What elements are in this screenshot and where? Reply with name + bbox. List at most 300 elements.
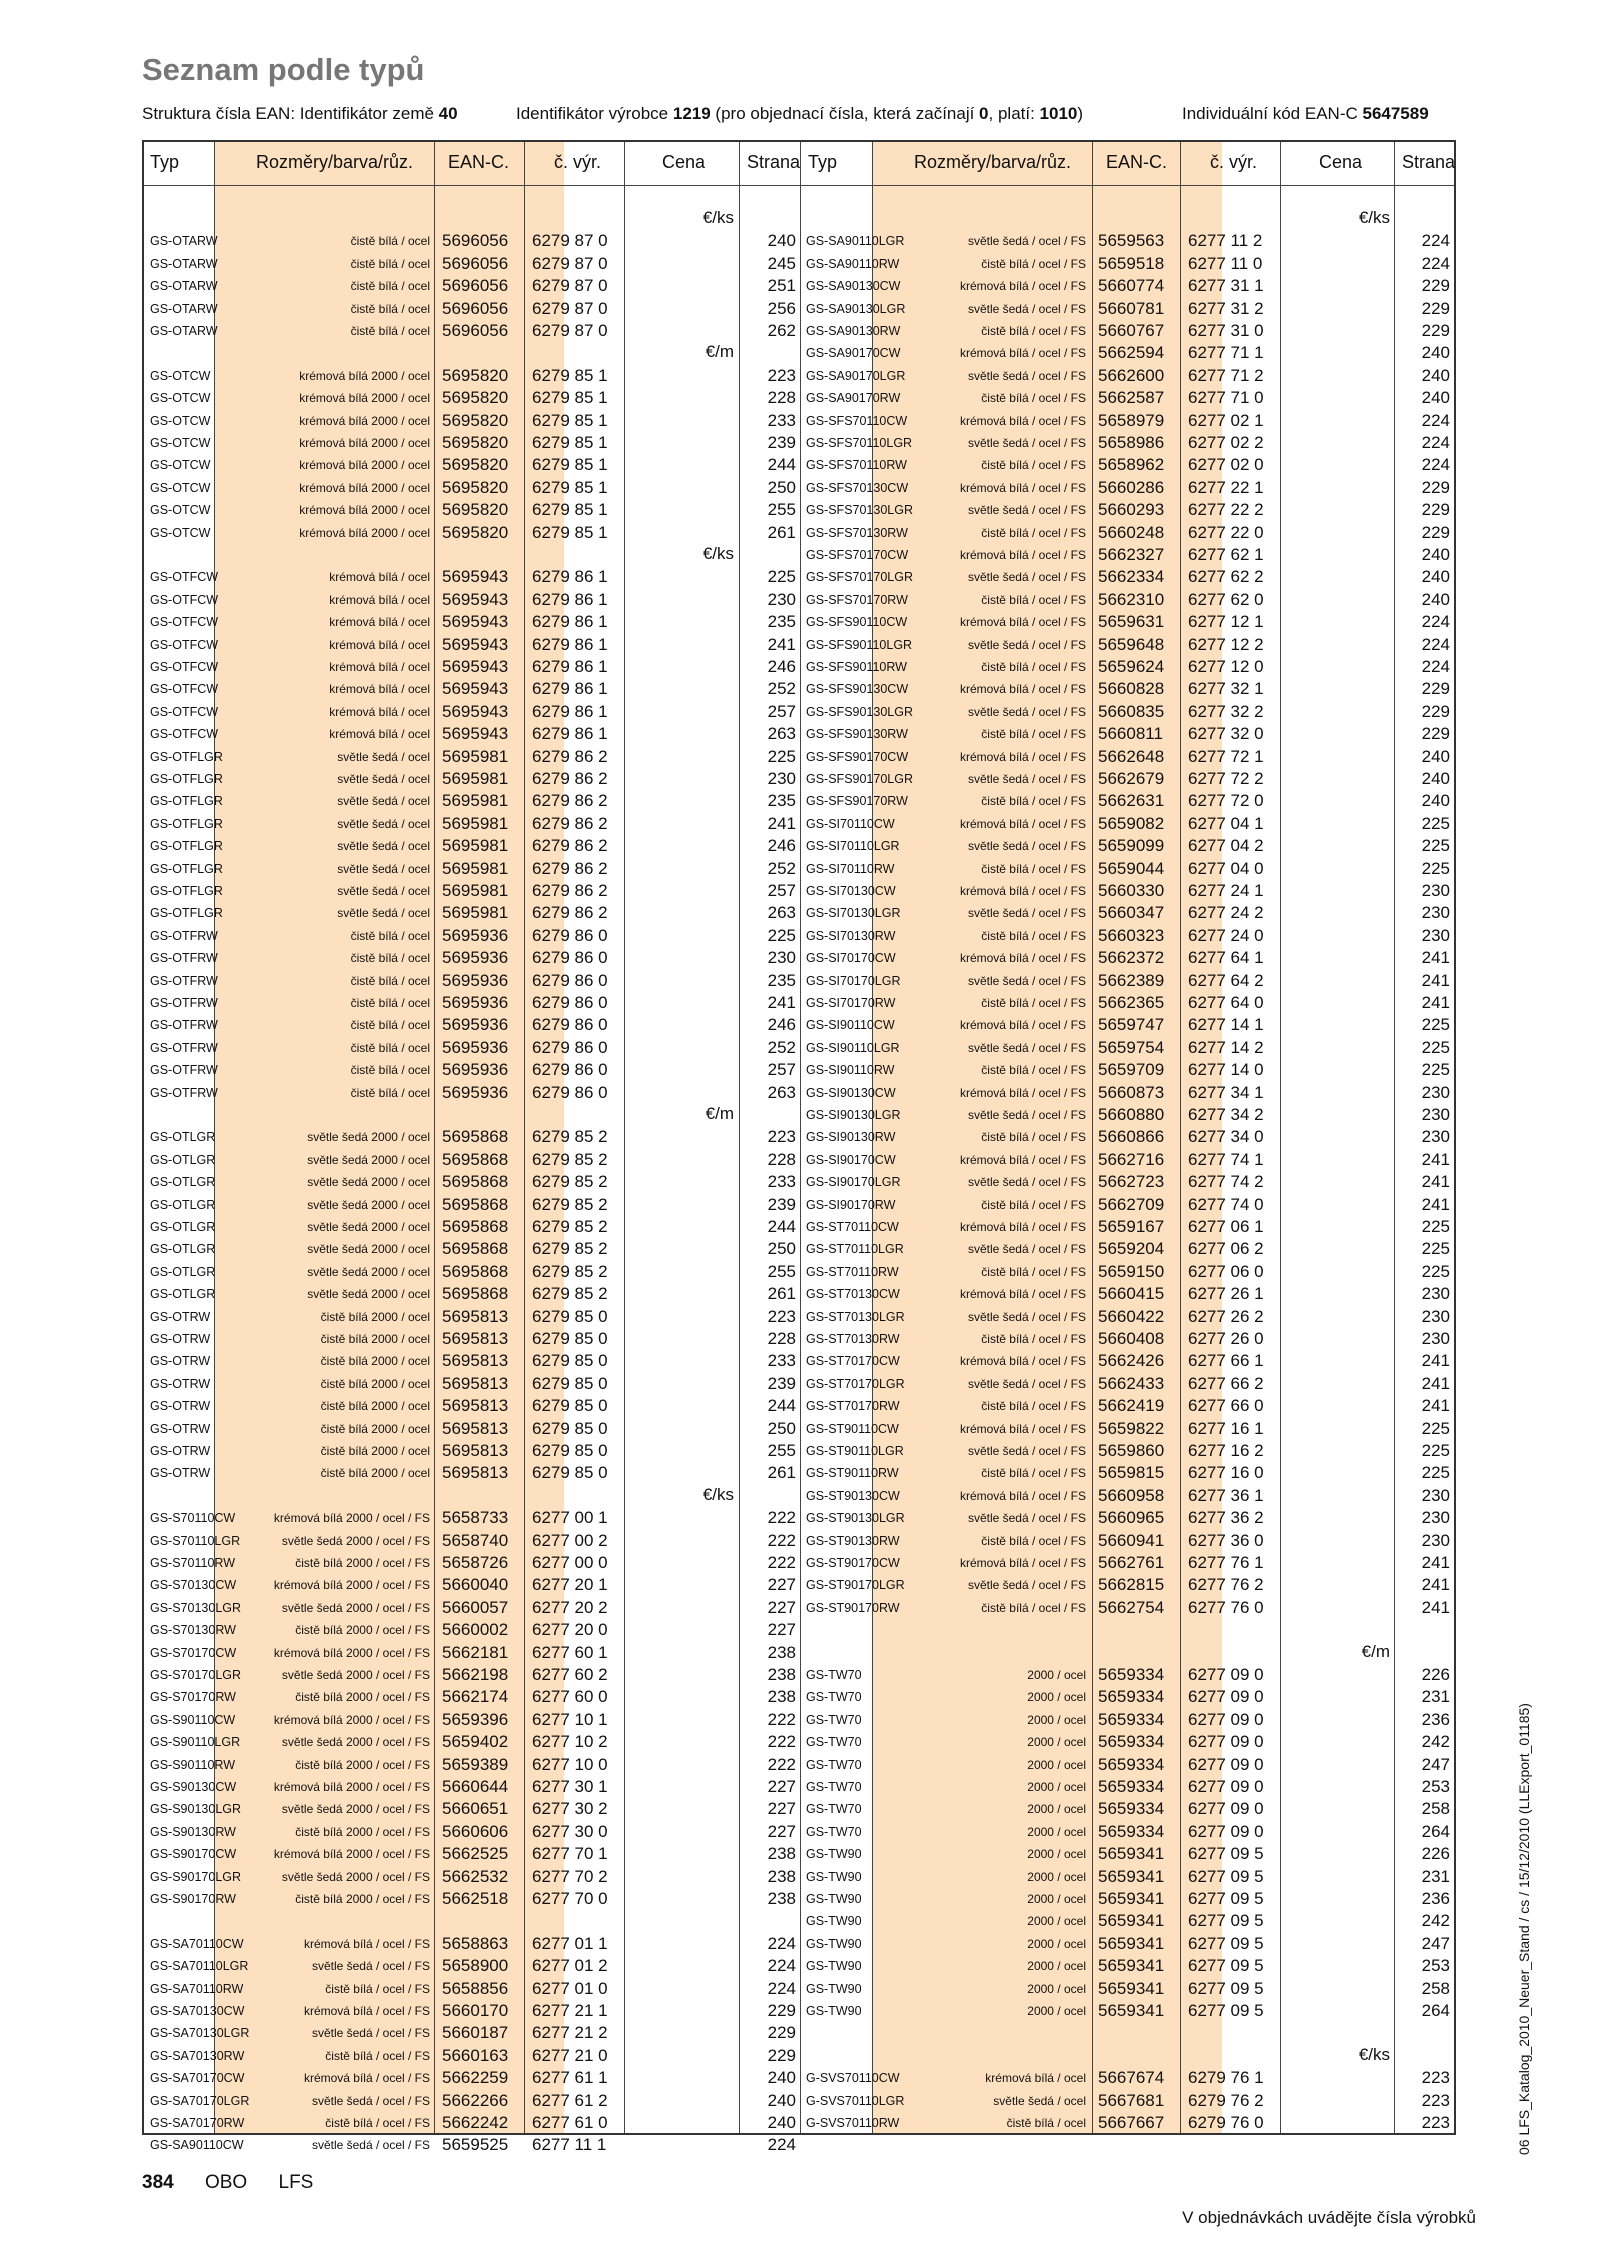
type-code: GS-OTLGR (150, 1152, 216, 1167)
type-code: GS-SI70110RW (806, 861, 895, 876)
type-code: GS-SI90170CW (806, 1152, 896, 1167)
article-number: 6277 20 2 (532, 1597, 608, 1617)
ean-code: 5660422 (1098, 1306, 1165, 1326)
ean-code: 5662532 (442, 1866, 509, 1886)
variant: světle šedá / ocel (337, 839, 430, 854)
left-table-row (144, 835, 800, 857)
type-code: GS-OTFCW (150, 615, 219, 630)
type-code: GS-TW90 (806, 1914, 862, 1929)
ean-code: 5660606 (442, 1821, 509, 1841)
ean-code: 5660347 (1098, 903, 1165, 923)
variant: světle šedá / ocel (337, 861, 430, 876)
article-number: 6277 31 2 (1188, 298, 1264, 318)
right-table-row (800, 611, 1456, 633)
right-table-row (800, 1709, 1456, 1731)
ean-code: 5658726 (442, 1553, 509, 1572)
ean-code: 5659815 (1098, 1463, 1165, 1483)
type-code: GS-OTLGR (150, 1287, 216, 1302)
page-ref: 263 (767, 724, 796, 744)
article-number: 6279 85 2 (532, 1149, 608, 1169)
ean-code: 5662310 (1098, 589, 1165, 609)
type-code: G-SVS70110CW (806, 2071, 900, 2086)
page-ref: 257 (767, 1060, 796, 1080)
variant: 2000 / ocel (1027, 1847, 1086, 1862)
type-code: GS-OTFLGR (150, 906, 223, 921)
variant: světle šedá / ocel / FS (967, 1578, 1086, 1593)
type-code: G-SVS70110RW (806, 2116, 900, 2130)
variant: čistě bílá / ocel / FS (981, 1264, 1086, 1279)
variant: krémová bílá / ocel / FS (303, 2004, 430, 2018)
ean-code: 5695813 (442, 1329, 509, 1348)
ean-code: 5695813 (442, 1306, 509, 1326)
article-number: 6277 60 0 (532, 1687, 608, 1707)
variant: 2000 / ocel (1027, 1802, 1086, 1817)
right-table-row (800, 1037, 1456, 1059)
ean-code: 5696056 (442, 321, 509, 340)
article-number: 6277 09 5 (1188, 1889, 1264, 1908)
article-number: 6279 85 0 (532, 1373, 608, 1393)
variant: čistě bílá / ocel / FS (981, 1063, 1086, 1078)
article-number: 6279 85 2 (532, 1217, 608, 1236)
page-ref: 228 (767, 388, 796, 408)
right-table-row (800, 1910, 1456, 1932)
article-number: 6277 62 0 (1188, 589, 1264, 609)
page-ref: 255 (767, 1441, 796, 1460)
page-ref: 238 (767, 1866, 796, 1886)
page-ref: 246 (767, 657, 796, 676)
article-number: 6277 72 0 (1188, 791, 1264, 811)
variant: čistě bílá / ocel / FS (981, 1466, 1086, 1481)
header-rozmery: Rozměry/barva/růz. (256, 152, 414, 172)
variant: 2000 / ocel (1027, 1757, 1086, 1772)
header-rozmery: Rozměry/barva/růz. (914, 152, 1072, 172)
variant: čistě bílá 2000 / ocel (320, 1399, 430, 1414)
left-table-row (144, 432, 800, 454)
article-number: 6279 86 1 (532, 657, 608, 676)
ean-code: 5662327 (1098, 545, 1165, 564)
page-title: Seznam podle typů (142, 52, 425, 87)
right-table-row (800, 1686, 1456, 1708)
article-number: 6279 86 1 (532, 634, 608, 654)
page-ref: 229 (1421, 500, 1450, 520)
type-code: GS-TW70 (806, 1802, 862, 1817)
ean-code: 5662259 (442, 2068, 509, 2088)
article-number: 6279 87 0 (532, 253, 608, 273)
article-number: 6277 70 0 (532, 1889, 608, 1908)
left-table-row (144, 1082, 800, 1104)
ean-code: 5695820 (442, 455, 509, 475)
page-ref: 226 (1421, 1665, 1450, 1684)
right-table-row (800, 746, 1456, 768)
article-number: 6277 09 0 (1188, 1732, 1264, 1752)
variant: čistě bílá / ocel (350, 928, 430, 943)
article-number: 6277 34 1 (1188, 1082, 1264, 1102)
ean-code: 5695943 (442, 701, 509, 721)
left-table-row (144, 1843, 800, 1865)
right-table-row (800, 947, 1456, 969)
type-code: GS-SA90170CW (806, 346, 901, 361)
article-number: 6277 60 1 (532, 1642, 608, 1662)
ean-code: 5695981 (442, 836, 509, 856)
type-code: GS-ST70170LGR (806, 1376, 905, 1391)
type-code: GS-OTFCW (150, 637, 219, 652)
article-number: 6277 09 0 (1188, 1687, 1264, 1707)
type-code: GS-SA90130LGR (806, 301, 906, 316)
page-ref: 241 (1421, 1575, 1450, 1595)
left-table-row (144, 1955, 800, 1977)
type-code: GS-S90170LGR (150, 1869, 242, 1884)
article-number: 6277 70 1 (532, 1844, 608, 1864)
ean-code: 5662518 (442, 1889, 509, 1908)
right-table-row (800, 1530, 1456, 1552)
article-number: 6277 31 0 (1188, 321, 1264, 340)
variant: krémová bílá / ocel / FS (959, 1354, 1086, 1369)
variant: světle šedá 2000 / ocel / FS (281, 1533, 430, 1548)
left-table-row (144, 566, 800, 588)
article-number: 6279 86 1 (532, 701, 608, 721)
page-ref: 255 (767, 1261, 796, 1281)
page-ref: 235 (767, 970, 796, 990)
right-table-row (800, 992, 1456, 1014)
article-number: 6277 09 5 (1188, 1956, 1264, 1976)
type-code: GS-OTLGR (150, 1175, 216, 1190)
left-table-row (144, 1664, 800, 1686)
left-table-row (144, 387, 800, 409)
variant: krémová bílá 2000 / ocel (299, 525, 430, 540)
ean-code: 5662181 (442, 1642, 509, 1662)
right-table-row (800, 1261, 1456, 1283)
page-ref: 261 (767, 1284, 796, 1304)
price-unit: €/m (705, 1104, 734, 1123)
right-table-row (800, 723, 1456, 745)
left-table-row (144, 1462, 800, 1484)
article-number: 6277 22 1 (1188, 477, 1264, 497)
ean-code: 5695981 (442, 746, 509, 766)
article-number: 6279 85 1 (532, 365, 608, 385)
page-ref: 229 (1421, 276, 1450, 296)
variant: čistě bílá / ocel (350, 1063, 430, 1078)
variant: čistě bílá 2000 / ocel (320, 1421, 430, 1436)
price-unit: €/ks (702, 1484, 734, 1504)
type-code: GS-SA90170LGR (806, 368, 906, 383)
type-code: GS-OTCW (150, 525, 211, 540)
ean-country-info: Struktura čísla EAN: Identifikátor země 40 (142, 104, 458, 123)
page-ref: 224 (1421, 455, 1450, 475)
type-code: GS-OTFRW (150, 1085, 218, 1100)
ean-code: 5695820 (442, 477, 509, 497)
variant: světle šedá / ocel / FS (311, 2138, 430, 2153)
article-number: 6277 09 5 (1188, 1911, 1264, 1931)
article-number: 6277 11 0 (1188, 253, 1263, 273)
variant: světle šedá 2000 / ocel (307, 1220, 430, 1234)
article-number: 6279 86 2 (532, 791, 608, 811)
page-ref: 229 (1421, 522, 1450, 542)
page-ref: 246 (767, 836, 796, 856)
article-number: 6277 14 0 (1188, 1060, 1264, 1080)
page-ref: 229 (1421, 679, 1450, 699)
ean-code: 5695936 (442, 1060, 509, 1080)
page-ref: 224 (1421, 634, 1450, 654)
page-ref: 224 (767, 1933, 796, 1953)
ean-code: 5658856 (442, 1978, 509, 1998)
variant: krémová bílá / ocel / FS (959, 615, 1086, 630)
type-code: GS-SI70170LGR (806, 973, 901, 988)
variant: světle šedá / ocel (993, 2093, 1086, 2108)
left-table-row (144, 1507, 800, 1529)
variant: krémová bílá / ocel / FS (303, 2071, 430, 2086)
right-table-row (800, 1731, 1456, 1753)
type-code: GS-S70170RW (150, 1690, 236, 1705)
ean-code: 5659334 (1098, 1665, 1165, 1684)
type-code: GS-SI90110RW (806, 1063, 895, 1078)
type-code: GS-OTARW (150, 234, 218, 249)
page-ref: 257 (767, 881, 796, 900)
article-number: 6277 30 0 (532, 1821, 608, 1841)
type-code: GS-TW90 (806, 1981, 862, 1996)
left-table-row (144, 1552, 800, 1574)
page-ref: 229 (1421, 477, 1450, 497)
ean-code: 5695820 (442, 433, 509, 452)
ean-code: 5660651 (442, 1799, 509, 1819)
left-table-row (144, 1619, 800, 1641)
ean-code: 5660163 (442, 2045, 509, 2065)
price-unit: €/ks (1358, 208, 1390, 227)
variant: čistě bílá / ocel (350, 301, 430, 316)
variant: světle šedá 2000 / ocel (307, 1242, 430, 1257)
variant: krémová bílá / ocel (329, 682, 430, 697)
type-code: GS-OTARW (150, 324, 218, 338)
ean-code: 5695981 (442, 903, 509, 923)
type-code: GS-OTFRW (150, 928, 218, 943)
ean-manufacturer-info: Identifikátor výrobce 1219 (pro objednací čísla, která začínají 0, platí: 1010) (516, 104, 1084, 123)
type-code: GS-SA70170RW (150, 2116, 245, 2130)
type-code: GS-SA90110LGR (806, 234, 905, 249)
right-table-row (800, 1821, 1456, 1843)
page-ref: 238 (767, 1889, 796, 1908)
type-code: GS-SI90170RW (806, 1197, 896, 1212)
variant: krémová bílá / ocel (329, 637, 430, 652)
type-code: GS-S70130CW (150, 1578, 237, 1593)
type-code: GS-OTARW (150, 301, 218, 316)
ean-code: 5659334 (1098, 1709, 1165, 1729)
header-divider (144, 185, 1454, 186)
article-number: 6277 71 2 (1188, 365, 1264, 385)
variant: čistě bílá / ocel / FS (981, 525, 1086, 540)
type-code: GS-SI90170LGR (806, 1175, 901, 1190)
article-number: 6277 04 1 (1188, 813, 1264, 833)
left-table-row (144, 656, 800, 678)
type-code: GS-SA70130RW (150, 2048, 245, 2063)
variant: čistě bílá 2000 / ocel (320, 1309, 430, 1324)
left-table-row (144, 611, 800, 633)
type-code: GS-OTCW (150, 413, 211, 428)
right-table-row (800, 1126, 1456, 1148)
page-ref: 241 (1421, 948, 1450, 968)
article-number: 6277 00 2 (532, 1530, 608, 1550)
type-code: GS-SFS70110RW (806, 458, 907, 473)
variant: čistě bílá / ocel / FS (981, 1533, 1086, 1548)
left-table-row (144, 813, 800, 835)
left-table-row (144, 746, 800, 768)
type-code: GS-SFS90170RW (806, 794, 908, 809)
article-number: 6277 34 0 (1188, 1127, 1264, 1147)
ean-code: 5695981 (442, 881, 509, 900)
ean-code: 5662174 (442, 1687, 509, 1707)
ean-code: 5659709 (1098, 1060, 1165, 1080)
article-number: 6277 22 2 (1188, 500, 1264, 520)
page-ref: 244 (767, 1396, 796, 1416)
ean-code: 5662761 (1098, 1553, 1165, 1572)
left-table-row (144, 1149, 800, 1171)
type-code: GS-SA90130CW (806, 279, 901, 294)
variant: 2000 / ocel (1027, 1936, 1086, 1951)
article-number: 6277 09 5 (1188, 1866, 1264, 1886)
type-code: GS-OTFLGR (150, 839, 223, 854)
page-ref: 223 (1421, 2113, 1450, 2132)
article-number: 6279 85 2 (532, 1239, 608, 1259)
variant: krémová bílá / ocel / FS (959, 413, 1086, 428)
type-code: GS-TW70 (806, 1690, 862, 1705)
type-code: GS-OTRW (150, 1376, 211, 1391)
variant: čistě bílá 2000 / ocel (320, 1354, 430, 1369)
page-ref: 250 (767, 477, 796, 497)
type-code: GS-S90130RW (150, 1824, 236, 1839)
ean-code: 5658863 (442, 1933, 509, 1953)
page-ref: 230 (1421, 1329, 1450, 1348)
variant: světle šedá 2000 / ocel / FS (281, 1869, 430, 1884)
page-ref: 251 (767, 276, 796, 296)
left-table-row (144, 454, 800, 476)
page-ref: 258 (1421, 1799, 1450, 1819)
right-table-row (800, 925, 1456, 947)
right-table-row (800, 813, 1456, 835)
variant: čistě bílá / ocel (350, 324, 430, 338)
page-ref: 228 (767, 1149, 796, 1169)
ean-code: 5667667 (1098, 2113, 1165, 2132)
variant: světle šedá 2000 / ocel / FS (281, 1802, 430, 1817)
ean-code: 5659341 (1098, 1956, 1165, 1976)
page-ref: 229 (767, 2045, 796, 2065)
left-table-row (144, 1597, 800, 1619)
right-table-row (800, 454, 1456, 476)
page-ref: 245 (767, 253, 796, 273)
variant: 2000 / ocel (1027, 1735, 1086, 1750)
article-number: 6277 20 0 (532, 1620, 608, 1640)
page-ref: 252 (767, 1037, 796, 1057)
type-code: GS-OTLGR (150, 1197, 216, 1212)
ean-code: 5662389 (1098, 970, 1165, 990)
right-table-row (800, 1418, 1456, 1440)
ean-code: 5659396 (442, 1709, 509, 1729)
type-code: GS-TW70 (806, 1735, 862, 1750)
ean-code: 5659822 (1098, 1418, 1165, 1438)
variant: čistě bílá / ocel / FS (981, 1600, 1086, 1615)
variant: čistě bílá / ocel / FS (981, 1130, 1086, 1145)
article-number: 6279 86 1 (532, 724, 608, 744)
type-code: GS-SI70170RW (806, 996, 896, 1010)
type-code: GS-SI70130LGR (806, 906, 901, 921)
page-ref: 230 (1421, 1306, 1450, 1326)
type-code: GS-SFS70170RW (806, 592, 908, 607)
variant: 2000 / ocel (1027, 1914, 1086, 1929)
variant: čistě bílá / ocel (350, 234, 430, 249)
right-table-row (800, 1395, 1456, 1417)
type-code: GS-OTRW (150, 1399, 211, 1414)
type-code: GS-OTRW (150, 1332, 211, 1346)
page-ref: 241 (1421, 1351, 1450, 1371)
variant: světle šedá 2000 / ocel (307, 1130, 430, 1145)
article-number: 6277 11 1 (532, 2135, 607, 2155)
type-code: GS-SI90130LGR (806, 1108, 901, 1122)
left-table-row (144, 2045, 800, 2067)
ean-code: 5659518 (1098, 253, 1165, 273)
right-table-row (800, 1328, 1456, 1350)
ean-code: 5660958 (1098, 1485, 1165, 1505)
right-table-row (800, 1283, 1456, 1305)
article-number: 6279 85 0 (532, 1441, 608, 1460)
ean-code: 5659563 (1098, 231, 1165, 251)
right-table-row (800, 298, 1456, 320)
variant: světle šedá / ocel / FS (967, 1040, 1086, 1055)
type-code: GS-OTFCW (150, 704, 219, 719)
page-ref: 261 (767, 1463, 796, 1483)
type-code: GS-ST70110RW (806, 1264, 899, 1279)
left-table-row (144, 1754, 800, 1776)
variant: krémová bílá 2000 / ocel / FS (273, 1847, 430, 1862)
type-code: GS-SFS70130CW (806, 480, 909, 495)
ean-code: 5695981 (442, 791, 509, 811)
variant: světle šedá / ocel / FS (967, 570, 1086, 585)
left-table-row (144, 1037, 800, 1059)
page-ref: 225 (767, 925, 796, 945)
right-table-row (800, 1664, 1456, 1686)
page-ref: 255 (767, 500, 796, 520)
page-ref: 241 (1421, 1553, 1450, 1572)
right-table-row (800, 1149, 1456, 1171)
ean-code: 5660415 (1098, 1284, 1165, 1304)
article-number: 6279 85 1 (532, 433, 608, 452)
ean-code: 5662600 (1098, 365, 1165, 385)
right-table-row (800, 790, 1456, 812)
ean-code: 5658900 (442, 1956, 509, 1976)
variant: čistě bílá / ocel (350, 951, 430, 966)
ean-code: 5660002 (442, 1620, 509, 1640)
left-table-row (144, 880, 800, 902)
type-code: GS-TW90 (806, 1869, 862, 1884)
article-number: 6279 87 0 (532, 298, 608, 318)
page-ref: 225 (1421, 1441, 1450, 1460)
left-table-row (144, 1530, 800, 1552)
right-table-row (800, 387, 1456, 409)
page-ref: 253 (1421, 1956, 1450, 1976)
type-code: GS-SFS90130CW (806, 682, 909, 697)
ean-code: 5659341 (1098, 1889, 1165, 1908)
right-table-row (800, 1552, 1456, 1574)
page-ref: 263 (767, 903, 796, 923)
variant: světle šedá / ocel / FS (967, 1444, 1086, 1458)
article-number: 6277 31 1 (1188, 276, 1264, 296)
article-number: 6279 85 0 (532, 1463, 608, 1483)
header-ean: EAN-C. (1106, 152, 1168, 172)
variant: 2000 / ocel (1027, 1959, 1086, 1974)
ean-code: 5659204 (1098, 1239, 1165, 1259)
article-number: 6277 62 2 (1188, 567, 1264, 587)
type-code: GS-SFS70110CW (806, 413, 908, 428)
article-number: 6279 85 1 (532, 455, 608, 475)
right-table-row (800, 1888, 1456, 1910)
price-unit: €/ks (702, 544, 734, 563)
page-ref: 225 (767, 567, 796, 587)
